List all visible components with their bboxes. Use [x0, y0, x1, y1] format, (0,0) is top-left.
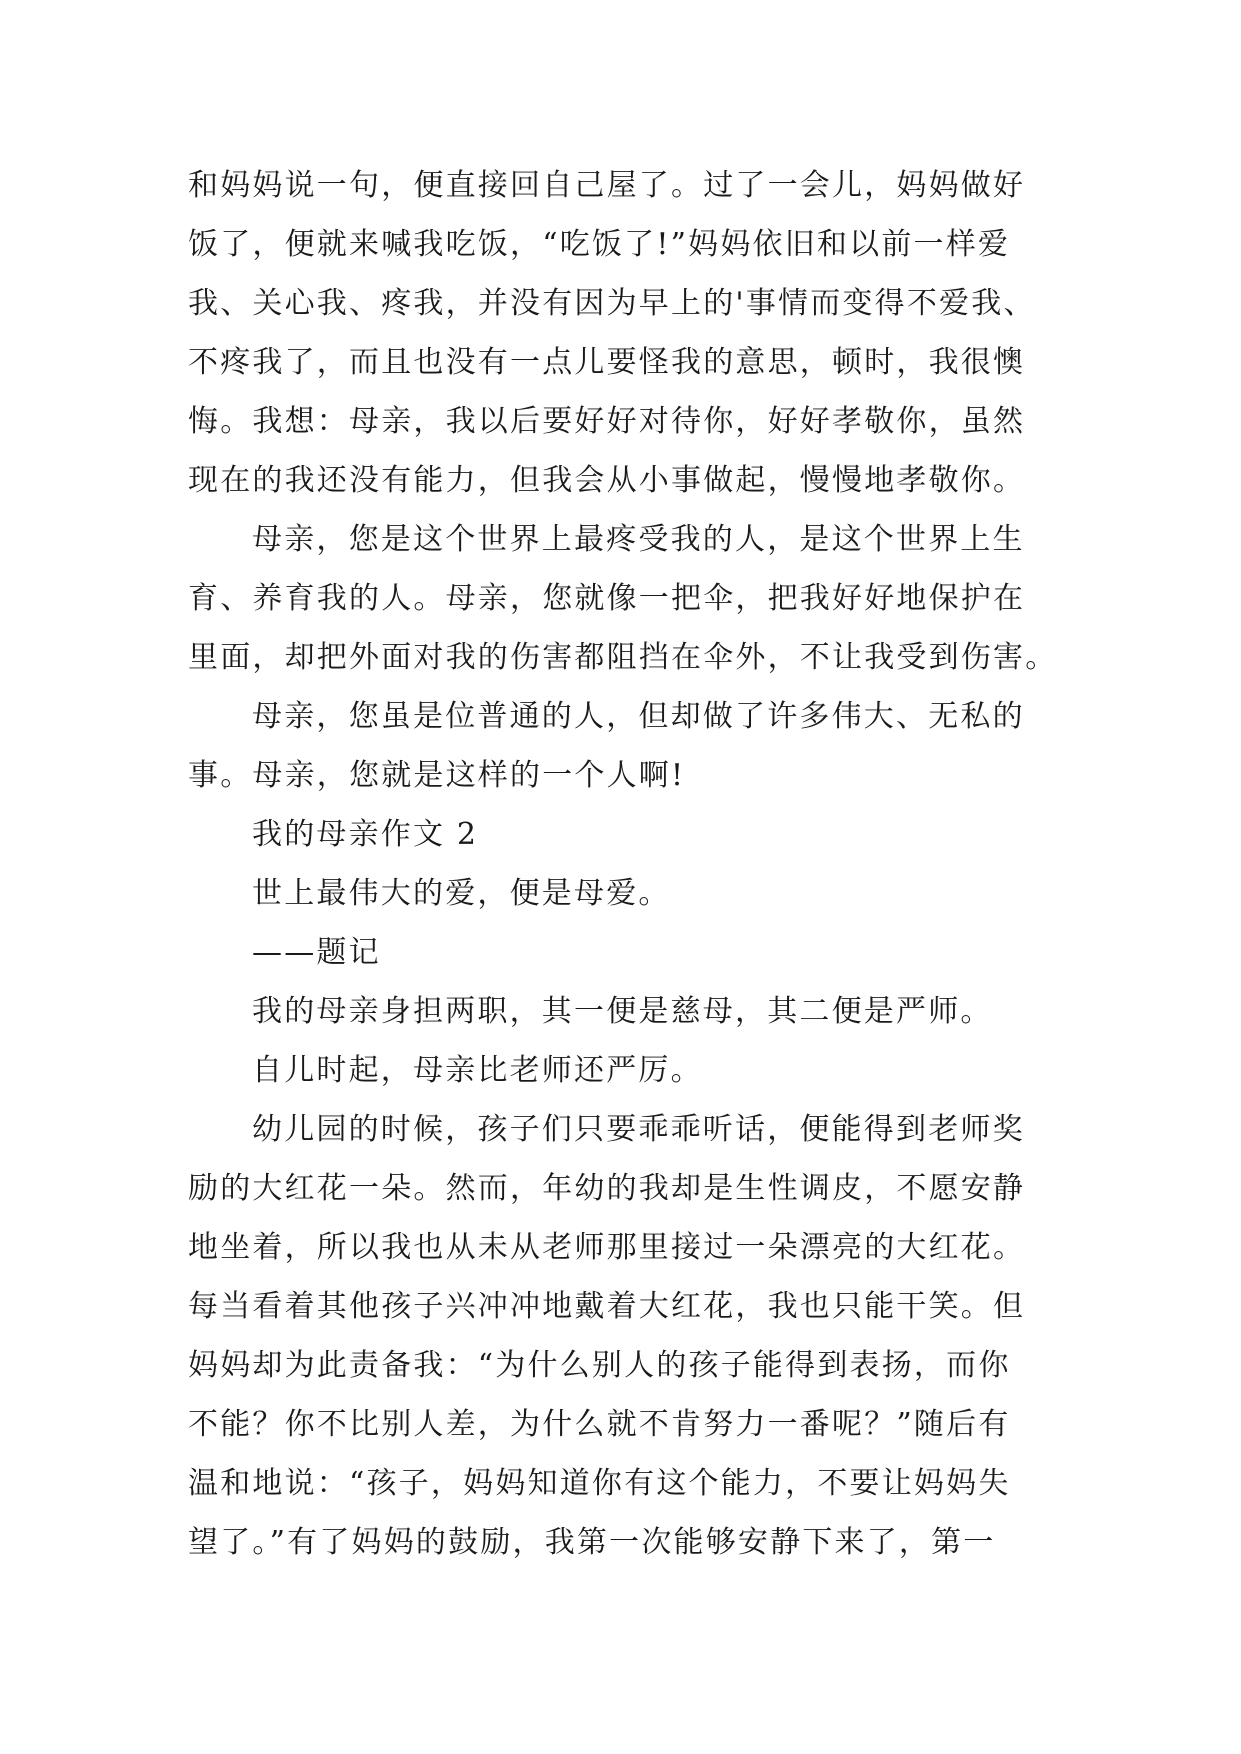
epigraph-attribution: ——题记 [252, 935, 381, 970]
epigraph: 世上最伟大的爱，便是母爱。 [252, 876, 671, 911]
section-title: 我的母亲作文 2 [252, 817, 479, 852]
text-line: 望了。”有了妈妈的鼓励，我第一次能够安静下来了，第一 [188, 1525, 996, 1560]
text-line: 母亲，您是这个世界上最疼受我的人，是这个世界上生 [252, 522, 1025, 557]
article-body [188, 156, 1068, 1572]
text-line: 不疼我了，而且也没有一点儿要怪我的意思，顿时，我很懊 [188, 345, 1026, 380]
text-line: 我、关心我、疼我，并没有因为早上的'事情而变得不爱我、 [188, 286, 1036, 321]
text-line: 温和地说：“孩子，妈妈知道你有这个能力，不要让妈妈失 [188, 1466, 1011, 1501]
text-line: 育、养育我的人。母亲，您就像一把伞，把我好好地保护在 [188, 581, 1026, 616]
text-line: 和妈妈说一句，便直接回自己屋了。过了一会儿，妈妈做好 [188, 168, 1026, 203]
text-line: 自儿时起，母亲比老师还严厉。 [252, 1053, 703, 1088]
text-line: 每当看着其他孩子兴冲冲地戴着大红花，我也只能干笑。但 [188, 1289, 1026, 1324]
text-line: 母亲，您虽是位普通的人，但却做了许多伟大、无私的 [252, 699, 1025, 734]
text-line: 里面，却把外面对我的伤害都阻挡在伞外，不让我受到伤害。 [188, 640, 1058, 675]
text-line: 妈妈却为此责备我：“为什么别人的孩子能得到表扬，而你 [188, 1348, 1011, 1383]
text-line: 我的母亲身担两职，其一便是慈母，其二便是严师。 [252, 994, 993, 1029]
text-line: 饭了，便就来喊我吃饭，“吃饭了!”妈妈依旧和以前一样爱 [188, 227, 1011, 262]
text-line: 现在的我还没有能力，但我会从小事做起，慢慢地孝敬你。 [188, 463, 1026, 498]
text-line: 悔。我想：母亲，我以后要好好对待你，好好孝敬你，虽然 [188, 404, 1026, 439]
text-line: 励的大红花一朵。然而，年幼的我却是生性调皮，不愿安静 [188, 1171, 1026, 1206]
text-line: 地坐着，所以我也从未从老师那里接过一朵漂亮的大红花。 [188, 1230, 1026, 1265]
text-line: 事。母亲，您就是这样的一个人啊! [188, 758, 686, 793]
text-line: 不能？你不比别人差，为什么就不肯努力一番呢？”随后有 [188, 1407, 1011, 1442]
text-line: 幼儿园的时候，孩子们只要乖乖听话，便能得到老师奖 [252, 1112, 1025, 1147]
